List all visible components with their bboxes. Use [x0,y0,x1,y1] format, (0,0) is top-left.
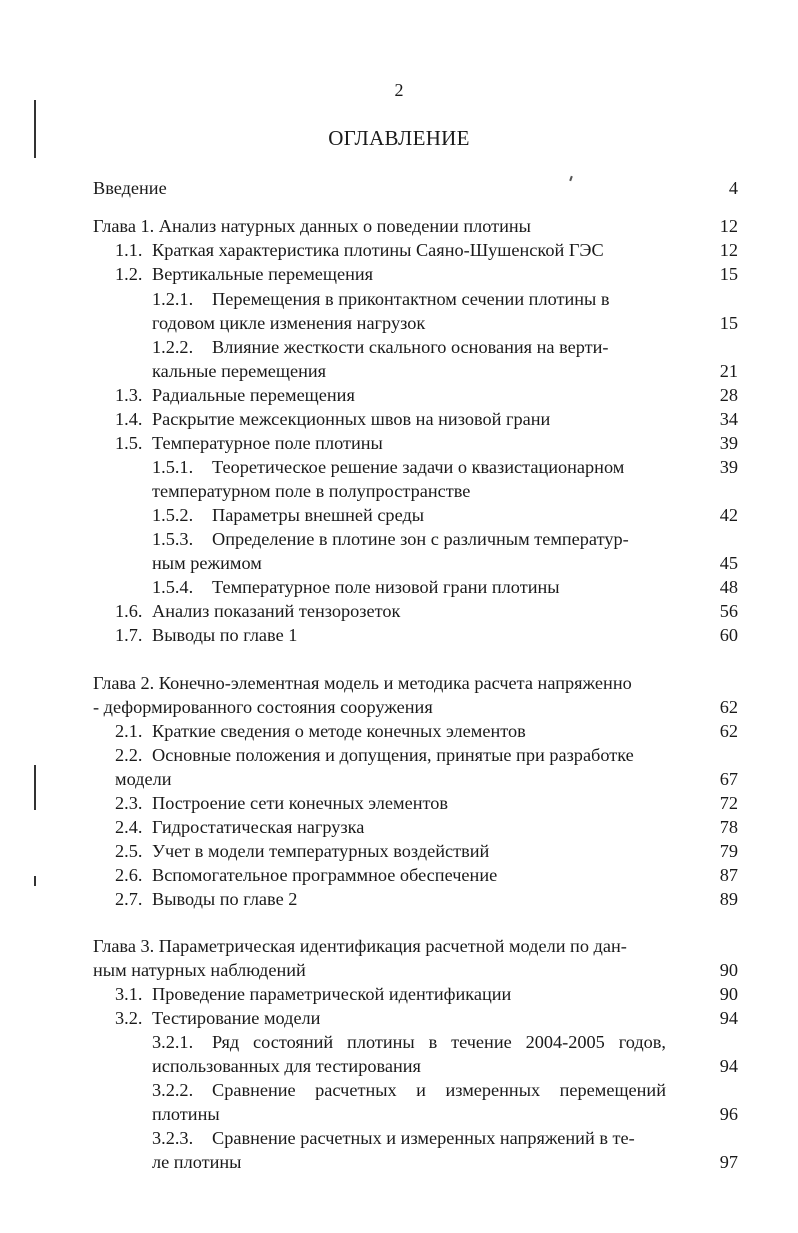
toc-page: 34 [719,409,738,429]
toc-page: 89 [719,889,738,909]
toc-number: 2.4. [115,817,143,837]
toc-page: 39 [719,433,738,453]
toc-page: 62 [719,697,738,717]
toc-entry-continuation: использованных для тестирования 94 [152,1056,738,1076]
toc-number: 1.1. [115,240,143,260]
toc-page: 96 [719,1104,738,1124]
toc-number: 1.4. [115,409,143,429]
toc-page: 15 [719,313,738,333]
toc-page: 90 [719,960,738,980]
toc-page: 48 [719,577,738,597]
toc-page: 72 [719,793,738,813]
toc-number: 1.5.4. [152,577,194,597]
toc-number: 3.2. [115,1008,143,1028]
toc-page: 94 [719,1008,738,1028]
toc-number: 1.2. [115,264,143,284]
toc-number: 1.6. [115,601,143,621]
toc-number: 2.6. [115,865,143,885]
toc-number: 3.2.1. [152,1032,194,1052]
toc-page: 94 [719,1056,738,1076]
toc-number: 1.2.1. [152,289,194,309]
toc-page: 28 [719,385,738,405]
toc-number: 1.5. [115,433,143,453]
toc-entry-continuation: ным натурных наблюдений 90 [93,960,738,980]
toc-page: 79 [719,841,738,861]
toc-entry-continuation: температурном поле в полупространстве [152,481,471,501]
toc-page: 45 [719,553,738,573]
toc-page: 56 [719,601,738,621]
toc-entry-2-1: 2.1. Краткие сведения о методе конечных элементов 62 [115,721,738,741]
toc-entry-chapter-1: Глава 1. Анализ натурных данных о поведении плотины 12 [93,216,738,236]
toc-entry-continuation: - деформированного состояния сооружения 62 [93,697,738,717]
toc-entry-1-6: 1.6. Анализ показаний тензорозеток 56 [115,601,738,621]
toc-number: 2.5. [115,841,143,861]
toc-page: 78 [719,817,738,837]
toc-entry-1-4: 1.4. Раскрытие межсекционных швов на низовой грани 34 [115,409,738,429]
toc-entry-2-4: 2.4. Гидростатическая нагрузка 78 [115,817,738,837]
toc-entry-1-2-1: 1.2.1. Перемещения в приконтактном сечении плотины в [152,289,610,309]
toc-number: 3.2.3. [152,1128,194,1148]
toc-entry-1-1: 1.1. Краткая характеристика плотины Саяно-Шушенской ГЭС 12 [115,240,738,260]
toc-entry-1-5-3: 1.5.3. Определение в плотине зон с различным температур- [152,529,629,549]
toc-number: 2.2. [115,745,143,765]
toc-entry-chapter-2: Глава 2. Конечно-элементная модель и методика расчета напряженно [93,673,632,693]
toc-entry-3-2-3: 3.2.3. Сравнение расчетных и измеренных напряжений в те- [152,1128,635,1148]
toc-entry-continuation: ле плотины 97 [152,1152,738,1172]
toc-number: 3.2.2. [152,1080,194,1100]
toc-page: 12 [719,216,738,236]
toc-page: 87 [719,865,738,885]
toc-entry-1-2: 1.2. Вертикальные перемещения 15 [115,264,738,284]
toc-page: 90 [719,984,738,1004]
toc-entry-1-2-2: 1.2.2. Влияние жесткости скального основания на верти- [152,337,609,357]
toc-number: 2.7. [115,889,143,909]
toc-entry-1-5-4: 1.5.4. Температурное поле низовой грани плотины 48 [152,577,738,597]
toc-number: 2.1. [115,721,143,741]
toc-page: 60 [719,625,738,645]
toc-number: 1.2.2. [152,337,194,357]
toc-page: 42 [719,505,738,525]
toc-entry-continuation: модели 67 [115,769,738,789]
toc-number: 1.5.1. [152,457,194,477]
toc-entry-1-3: 1.3. Радиальные перемещения 28 [115,385,738,405]
toc-entry-1-5-2: 1.5.2. Параметры внешней среды 42 [152,505,738,525]
toc-entry-2-5: 2.5. Учет в модели температурных воздействий 79 [115,841,738,861]
toc-entry-2-7: 2.7. Выводы по главе 2 89 [115,889,738,909]
page-number: 2 [394,80,404,100]
toc-entry-continuation: годовом цикле изменения нагрузок 15 [152,313,738,333]
toc-entry-2-6: 2.6. Вспомогательное программное обеспечение 87 [115,865,738,885]
toc-page: 62 [719,721,738,741]
toc-entry-continuation: плотины 96 [152,1104,738,1124]
toc-page: 15 [719,264,738,284]
toc-entry-3-2: 3.2. Тестирование модели 94 [115,1008,738,1028]
toc-page: 4 [728,178,738,198]
toc-entry-1-5-1: 1.5.1. Теоретическое решение задачи о квазистационарном 39 [152,457,738,477]
toc-entry-3-2-1: 3.2.1. Ряд состояний плотины в течение 2004-2005 годов, [152,1032,666,1052]
toc-page: 21 [719,361,738,381]
toc-number: 2.3. [115,793,143,813]
toc-page: 12 [719,240,738,260]
toc-number: 1.3. [115,385,143,405]
toc-entry-chapter-3: Глава 3. Параметрическая идентификация расчетной модели по дан- [93,936,627,956]
page-title: ОГЛАВЛЕНИЕ [328,126,470,150]
toc-entry-1-7: 1.7. Выводы по главе 1 60 [115,625,738,645]
toc-number: 1.5.3. [152,529,194,549]
toc-number: 1.5.2. [152,505,194,525]
toc-page: 39 [719,457,738,477]
toc-entry-3-1: 3.1. Проведение параметрической идентификации 90 [115,984,738,1004]
toc-entry-continuation: ным режимом 45 [152,553,738,573]
toc-page: 67 [719,769,738,789]
toc-entry-continuation: кальные перемещения 21 [152,361,738,381]
toc-page: 97 [719,1152,738,1172]
toc-entry-2-2: 2.2. Основные положения и допущения, принятые при разработке [115,745,634,765]
toc-entry-1-5: 1.5. Температурное поле плотины 39 [115,433,738,453]
toc-entry-intro: Введение 4 [93,178,738,198]
toc-entry-3-2-2: 3.2.2. Сравнение расчетных и измеренных перемещений [152,1080,666,1100]
toc-entry-2-3: 2.3. Построение сети конечных элементов 72 [115,793,738,813]
toc-number: 3.1. [115,984,143,1004]
toc-number: 1.7. [115,625,143,645]
